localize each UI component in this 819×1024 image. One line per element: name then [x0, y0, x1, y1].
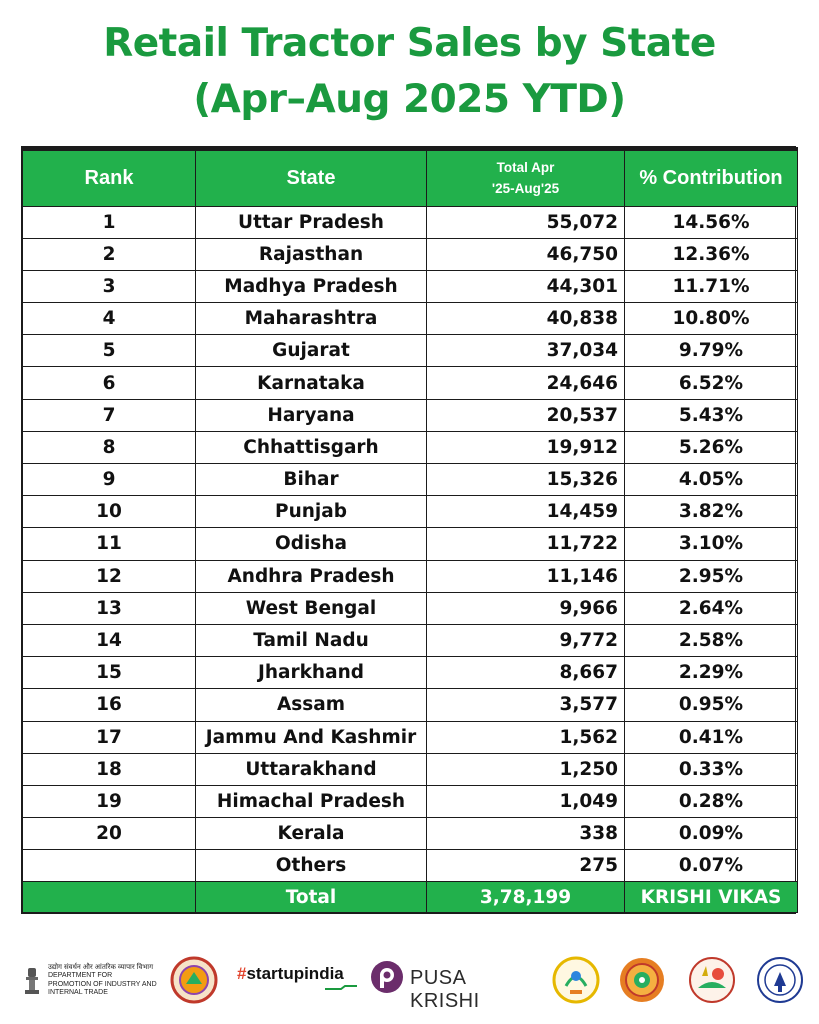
table-row — [23, 592, 798, 624]
header-rank: Rank — [23, 149, 196, 206]
state-cell: Uttarakhand — [196, 753, 427, 785]
emblem-icon — [22, 966, 42, 996]
rank-cell: 10 — [23, 496, 196, 528]
pct-cell: 5.43% — [625, 399, 798, 431]
total-cell: 1,049 — [427, 785, 625, 817]
agri-startup-icon — [552, 956, 600, 1004]
rank-cell: 4 — [23, 303, 196, 335]
title-line-2: (Apr–Aug 2025 YTD) — [193, 77, 626, 122]
table-row — [23, 850, 798, 882]
rank-cell: 5 — [23, 335, 196, 367]
rank-cell: 14 — [23, 624, 196, 656]
total-cell: 20,537 — [427, 399, 625, 431]
total-cell: 9,772 — [427, 624, 625, 656]
pct-cell: 14.56% — [625, 206, 798, 238]
rank-cell: 13 — [23, 592, 196, 624]
state-cell: Rajasthan — [196, 238, 427, 270]
state-cell: Tamil Nadu — [196, 624, 427, 656]
total-cell: 24,646 — [427, 367, 625, 399]
startup-hash: # — [237, 964, 247, 983]
rank-cell: 20 — [23, 818, 196, 850]
pct-cell: 2.95% — [625, 560, 798, 592]
pct-cell: 0.41% — [625, 721, 798, 753]
table-row — [23, 624, 798, 656]
rank-cell: 1 — [23, 206, 196, 238]
rank-cell: 17 — [23, 721, 196, 753]
total-cell: 15,326 — [427, 464, 625, 496]
table-total-row — [23, 882, 798, 913]
table-row — [23, 818, 798, 850]
total-cell: 46,750 — [427, 238, 625, 270]
state-cell: Jammu And Kashmir — [196, 721, 427, 753]
page-title — [0, 16, 819, 128]
farm-seal-icon — [688, 956, 736, 1004]
table-row — [23, 528, 798, 560]
header-state: State — [196, 149, 427, 206]
rank-cell: 2 — [23, 238, 196, 270]
state-cell: Jharkhand — [196, 657, 427, 689]
table-body — [23, 206, 798, 882]
total-cell: 338 — [427, 818, 625, 850]
total-cell: 275 — [427, 850, 625, 882]
state-cell: Himachal Pradesh — [196, 785, 427, 817]
table-row — [23, 496, 798, 528]
table-row — [23, 560, 798, 592]
rank-cell: 11 — [23, 528, 196, 560]
state-cell: Uttar Pradesh — [196, 206, 427, 238]
state-cell: Maharashtra — [196, 303, 427, 335]
pct-cell: 0.95% — [625, 689, 798, 721]
total-contribution: KRISHI VIKAS — [625, 882, 798, 913]
total-rank — [23, 882, 196, 913]
table-row — [23, 785, 798, 817]
table-row — [23, 399, 798, 431]
total-cell: 1,250 — [427, 753, 625, 785]
table-row — [23, 367, 798, 399]
state-cell: Chhattisgarh — [196, 431, 427, 463]
rank-cell: 6 — [23, 367, 196, 399]
state-cell: Kerala — [196, 818, 427, 850]
pct-cell: 2.64% — [625, 592, 798, 624]
pct-cell: 5.26% — [625, 431, 798, 463]
title-line-1: Retail Tractor Sales by State — [103, 21, 716, 66]
table-row — [23, 689, 798, 721]
dpiit-hindi: उद्योग संवर्धन और आंतरिक व्यापार विभाग — [48, 964, 154, 971]
dpiit-line-2: DEPARTMENT FOR — [48, 972, 113, 980]
header-contribution: % Contribution — [625, 149, 798, 206]
rank-cell: 16 — [23, 689, 196, 721]
table-header-row — [23, 149, 798, 206]
total-cell: 3,577 — [427, 689, 625, 721]
startupindia-logo — [237, 964, 344, 984]
total-cell: 9,966 — [427, 592, 625, 624]
table-row — [23, 206, 798, 238]
state-cell: Karnataka — [196, 367, 427, 399]
table-row — [23, 657, 798, 689]
pct-cell: 4.05% — [625, 464, 798, 496]
startup-name: startupindia — [246, 964, 344, 983]
total-cell: 11,722 — [427, 528, 625, 560]
state-cell: Madhya Pradesh — [196, 270, 427, 302]
table-row — [23, 721, 798, 753]
total-cell: 14,459 — [427, 496, 625, 528]
institute-seal-icon — [170, 956, 218, 1004]
pct-cell: 0.09% — [625, 818, 798, 850]
table-row — [23, 335, 798, 367]
total-cell: 8,667 — [427, 657, 625, 689]
dpiit-logo — [22, 964, 162, 1000]
rank-cell: 15 — [23, 657, 196, 689]
pusa-krishi-icon — [370, 960, 404, 994]
dpiit-line-4: INTERNAL TRADE — [48, 989, 108, 997]
rank-cell: 8 — [23, 431, 196, 463]
total-value: 3,78,199 — [427, 882, 625, 913]
rank-cell: 3 — [23, 270, 196, 302]
total-cell: 44,301 — [427, 270, 625, 302]
state-cell: Andhra Pradesh — [196, 560, 427, 592]
table-row — [23, 303, 798, 335]
state-cell: Gujarat — [196, 335, 427, 367]
total-cell: 11,146 — [427, 560, 625, 592]
rank-cell: 9 — [23, 464, 196, 496]
icar-seal-icon — [756, 956, 804, 1004]
state-cell: Odisha — [196, 528, 427, 560]
header-total — [427, 149, 625, 206]
state-cell: Assam — [196, 689, 427, 721]
table-row — [23, 753, 798, 785]
pct-cell: 3.82% — [625, 496, 798, 528]
pct-cell: 0.07% — [625, 850, 798, 882]
dpiit-line-3: PROMOTION OF INDUSTRY AND — [48, 980, 157, 988]
total-cell: 40,838 — [427, 303, 625, 335]
table-row — [23, 238, 798, 270]
pct-cell: 12.36% — [625, 238, 798, 270]
pct-cell: 2.29% — [625, 657, 798, 689]
rank-cell — [23, 850, 196, 882]
header-total-line-2: '25-Aug'25 — [491, 181, 560, 197]
sales-table — [21, 146, 796, 914]
total-cell: 1,562 — [427, 721, 625, 753]
rank-cell: 12 — [23, 560, 196, 592]
total-cell: 55,072 — [427, 206, 625, 238]
header-total-line-1: Total Apr — [496, 160, 555, 176]
partner-logos — [0, 950, 819, 1010]
pusa-krishi-name: PUSA KRISHI — [410, 967, 480, 1012]
table-row — [23, 431, 798, 463]
rank-cell: 18 — [23, 753, 196, 785]
pct-cell: 10.80% — [625, 303, 798, 335]
state-cell: Haryana — [196, 399, 427, 431]
total-cell: 19,912 — [427, 431, 625, 463]
startup-underline-icon — [323, 985, 359, 991]
pct-cell: 3.10% — [625, 528, 798, 560]
table-row — [23, 464, 798, 496]
pct-cell: 0.28% — [625, 785, 798, 817]
pct-cell: 6.52% — [625, 367, 798, 399]
total-cell: 37,034 — [427, 335, 625, 367]
state-cell: Others — [196, 850, 427, 882]
state-cell: West Bengal — [196, 592, 427, 624]
pct-cell: 11.71% — [625, 270, 798, 302]
pct-cell: 0.33% — [625, 753, 798, 785]
state-cell: Bihar — [196, 464, 427, 496]
table-row — [23, 270, 798, 302]
total-label: Total — [196, 882, 427, 913]
gear-seal-icon — [618, 956, 666, 1004]
state-cell: Punjab — [196, 496, 427, 528]
rank-cell: 19 — [23, 785, 196, 817]
rank-cell: 7 — [23, 399, 196, 431]
pusa-krishi-logo — [370, 960, 540, 1012]
pct-cell: 2.58% — [625, 624, 798, 656]
pct-cell: 9.79% — [625, 335, 798, 367]
